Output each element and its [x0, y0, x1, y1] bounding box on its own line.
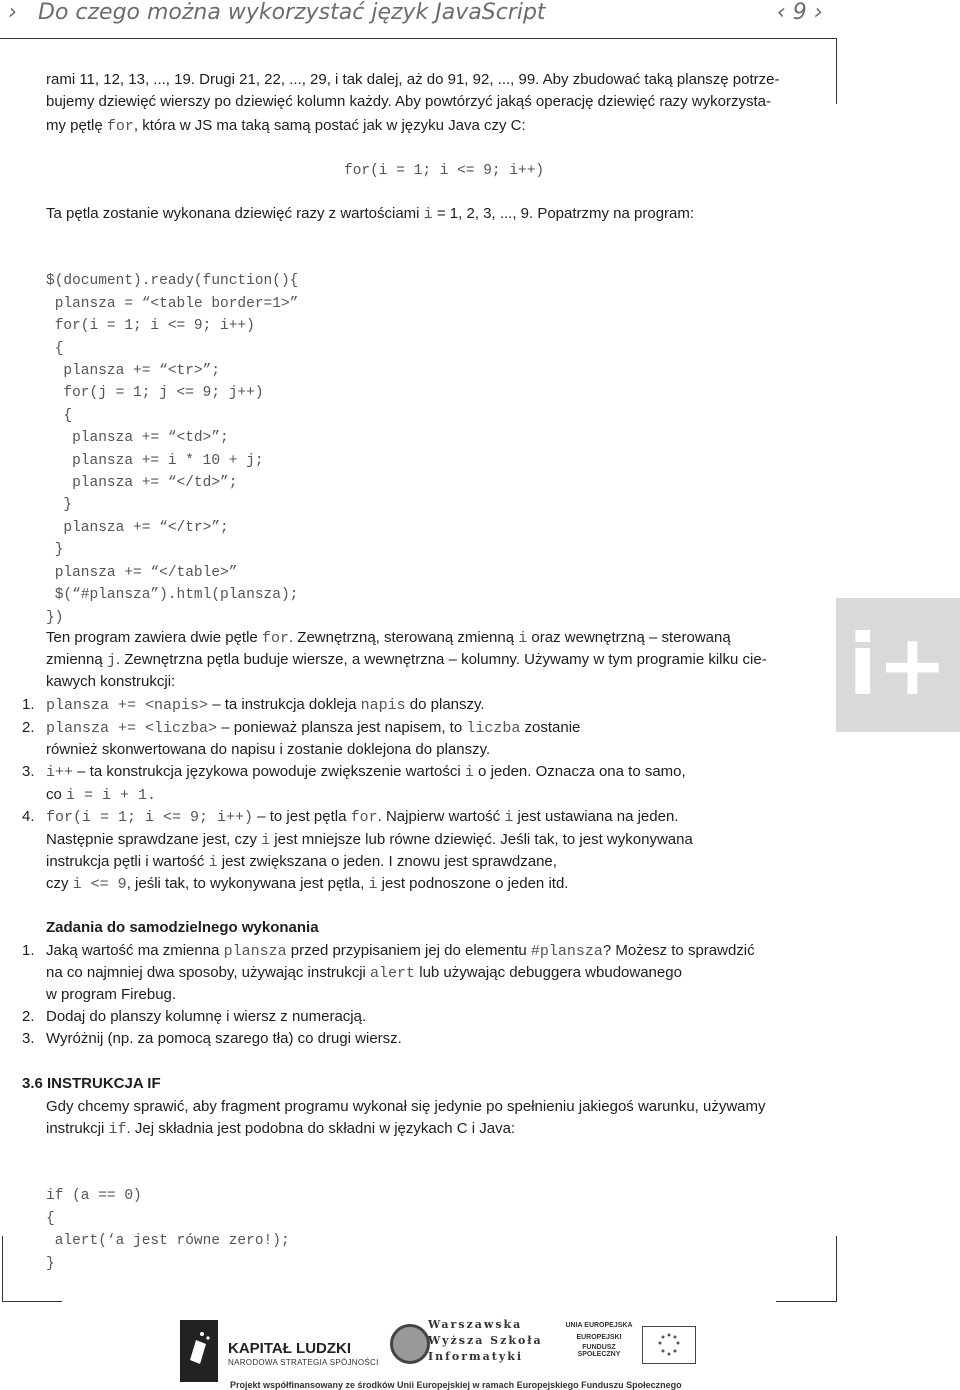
- code-line: $(“#plansza”).html(plansza);: [46, 587, 299, 604]
- task-item-continuation: w program Firebug.: [46, 986, 177, 1003]
- chapter-title: Do czego można wykorzystać język JavaScript: [38, 0, 546, 25]
- code-line: plansza += “</td>”;: [46, 475, 238, 492]
- frame-line-bottom: [2, 1301, 62, 1302]
- code-line: plansza += “</table>”: [46, 564, 238, 581]
- explain-line-1: Ten program zawiera dwie pętle for. Zewnętrzną, sterowaną zmienną i oraz wewnętrzną – sterowaną: [46, 629, 731, 647]
- code-line: alert(‘a jest równe zero!);: [46, 1233, 290, 1250]
- school-name-line-3: Informatyki: [428, 1350, 524, 1363]
- eu-text-3: FUNDUSZ SPOŁECZNY: [577, 1344, 621, 1358]
- code-line: }: [46, 497, 73, 514]
- code-line: for(i = 1; i <= 9; i++): [46, 318, 255, 335]
- info-plus-badge: i+: [836, 598, 960, 732]
- school-name-line-1: Warszawska: [428, 1318, 523, 1331]
- code-line: if (a == 0): [46, 1188, 142, 1205]
- list-item-continuation: co i = i + 1.: [46, 786, 157, 804]
- kapital-ludzki-title: KAPITAŁ LUDZKI: [228, 1340, 352, 1357]
- code-line: }: [46, 1255, 55, 1272]
- eu-text-1: UNIA EUROPEJSKA: [565, 1322, 633, 1329]
- school-name-line-2: Wyższa Szkoła: [428, 1334, 543, 1347]
- task-item: Dodaj do planszy kolumnę i wiersz z numeracją.: [46, 1008, 367, 1025]
- chevron-right-icon: ›: [8, 0, 17, 25]
- task-item: Jaką wartość ma zmienna plansza przed przypisaniem jej do elementu #plansza? Możesz to sprawdzić: [46, 942, 755, 960]
- school-emblem-logo: [390, 1324, 430, 1364]
- intro-after-line: Ta pętla zostanie wykonana dziewięć razy z wartościami i = 1, 2, 3, ..., 9. Popatrzmy na program:: [46, 205, 695, 223]
- list-item-continuation: czy i <= 9, jeśli tak, to wykonywana jest pętla, i jest podnoszone o jeden itd.: [46, 875, 569, 893]
- list-item-continuation: Następnie sprawdzane jest, czy i jest mniejsze lub równe dziewięć. Jeśli tak, to jest wykonywana: [46, 831, 693, 849]
- code-line: plansza += “</tr>”;: [46, 519, 229, 536]
- list-number: 1.: [22, 696, 35, 713]
- code-line: {: [46, 407, 73, 424]
- frame-line-right-bottom: [836, 1236, 837, 1302]
- code-line: }): [46, 609, 64, 626]
- list-item-continuation: również skonwertowana do napisu i zostanie doklejona do planszy.: [46, 741, 491, 758]
- kapital-ludzki-subtitle: NARODOWA STRATEGIA SPÓJNOŚCI: [228, 1358, 379, 1367]
- footer-logos: [180, 1318, 700, 1390]
- section-heading: 3.6 INSTRUKCJA IF: [22, 1075, 161, 1092]
- list-item: for(i = 1; i <= 9; i++) – to jest pętla for. Najpierw wartość i jest ustawiana na jeden.: [46, 808, 679, 826]
- explain-line-3: kawych konstrukcji:: [46, 673, 176, 690]
- frame-line-left: [2, 1236, 3, 1302]
- code-line: {: [46, 340, 64, 357]
- section-line-2: instrukcji if. Jej składnia jest podobna do składni w językach C i Java:: [46, 1120, 516, 1138]
- task-item: Wyróżnij (np. za pomocą szarego tła) co drugi wiersz.: [46, 1030, 402, 1047]
- code-line: plansza += “<tr>”;: [46, 363, 221, 380]
- list-number: 4.: [22, 808, 35, 825]
- list-item: i++ – ta konstrukcja językowa powoduje zwiększenie wartości i o jeden. Oznacza ona to samo,: [46, 763, 686, 781]
- section-line-1: Gdy chcemy sprawić, aby fragment programu wykonał się jedynie po spełnieniu jakiegoś warunku, używamy: [46, 1098, 766, 1115]
- header-rule: [0, 38, 836, 39]
- frame-line-bottom-right: [776, 1301, 837, 1302]
- program-code: [46, 248, 298, 651]
- list-number: 1.: [22, 942, 35, 959]
- list-item: plansza += <napis> – ta instrukcja dokleja napis do planszy.: [46, 696, 485, 714]
- task-item-continuation: na co najmniej dwa sposoby, używając instrukcji alert lub używając debuggera wbudowanego: [46, 964, 682, 982]
- frame-line-right: [836, 38, 837, 104]
- for-example-code: for(i = 1; i <= 9; i++): [344, 163, 545, 179]
- explain-line-2: zmienną j. Zewnętrzna pętla buduje wiersze, a wewnętrzna – kolumny. Używamy w tym programie kilku cie-: [46, 651, 767, 669]
- list-number: 2.: [22, 1008, 35, 1025]
- code-line: $(document).ready(function(){: [46, 273, 299, 290]
- list-number: 2.: [22, 719, 35, 736]
- code-line: plansza += “<td>”;: [46, 430, 229, 447]
- intro-line-1: rami 11, 12, 13, ..., 19. Drugi 21, 22, ..., 29, i tak dalej, aż do 91, 92, ..., 99. Aby zbudować taką planszę potrze-: [46, 71, 780, 88]
- list-item-continuation: instrukcja pętli i wartość i jest zwiększana o jeden. I znowu jest sprawdzane,: [46, 853, 557, 871]
- page-header: [0, 0, 960, 28]
- if-code: [46, 1163, 290, 1297]
- list-item: plansza += <liczba> – ponieważ plansza jest napisem, to liczba zostanie: [46, 719, 581, 737]
- code-line: plansza += i * 10 + j;: [46, 452, 264, 469]
- code-line: for(j = 1; j <= 9; j++): [46, 385, 264, 402]
- funding-note: Projekt współfinansowany ze środków Unii Europejskiej w ramach Europejskiego Funduszu Społecznego: [230, 1380, 682, 1390]
- eu-text-2: EUROPEJSKI: [576, 1334, 622, 1341]
- code-line: plansza = “<table border=1>”: [46, 295, 299, 312]
- intro-line-3: my pętlę for, która w JS ma taką samą postać jak w języku Java czy C:: [46, 117, 526, 135]
- list-number: 3.: [22, 1030, 35, 1047]
- intro-line-2: bujemy dziewięć wierszy po dziewięć kolumn każdy. Aby powtórzyć jakąś operację dziewięć razy wykorzysta-: [46, 93, 771, 110]
- page-number: ‹ 9 ›: [777, 0, 823, 25]
- tasks-heading: Zadania do samodzielnego wykonania: [46, 919, 319, 936]
- code-line: {: [46, 1210, 55, 1227]
- eu-flag-logo: [642, 1326, 696, 1364]
- list-number: 3.: [22, 763, 35, 780]
- kapital-ludzki-logo: [180, 1320, 218, 1382]
- code-line: }: [46, 542, 64, 559]
